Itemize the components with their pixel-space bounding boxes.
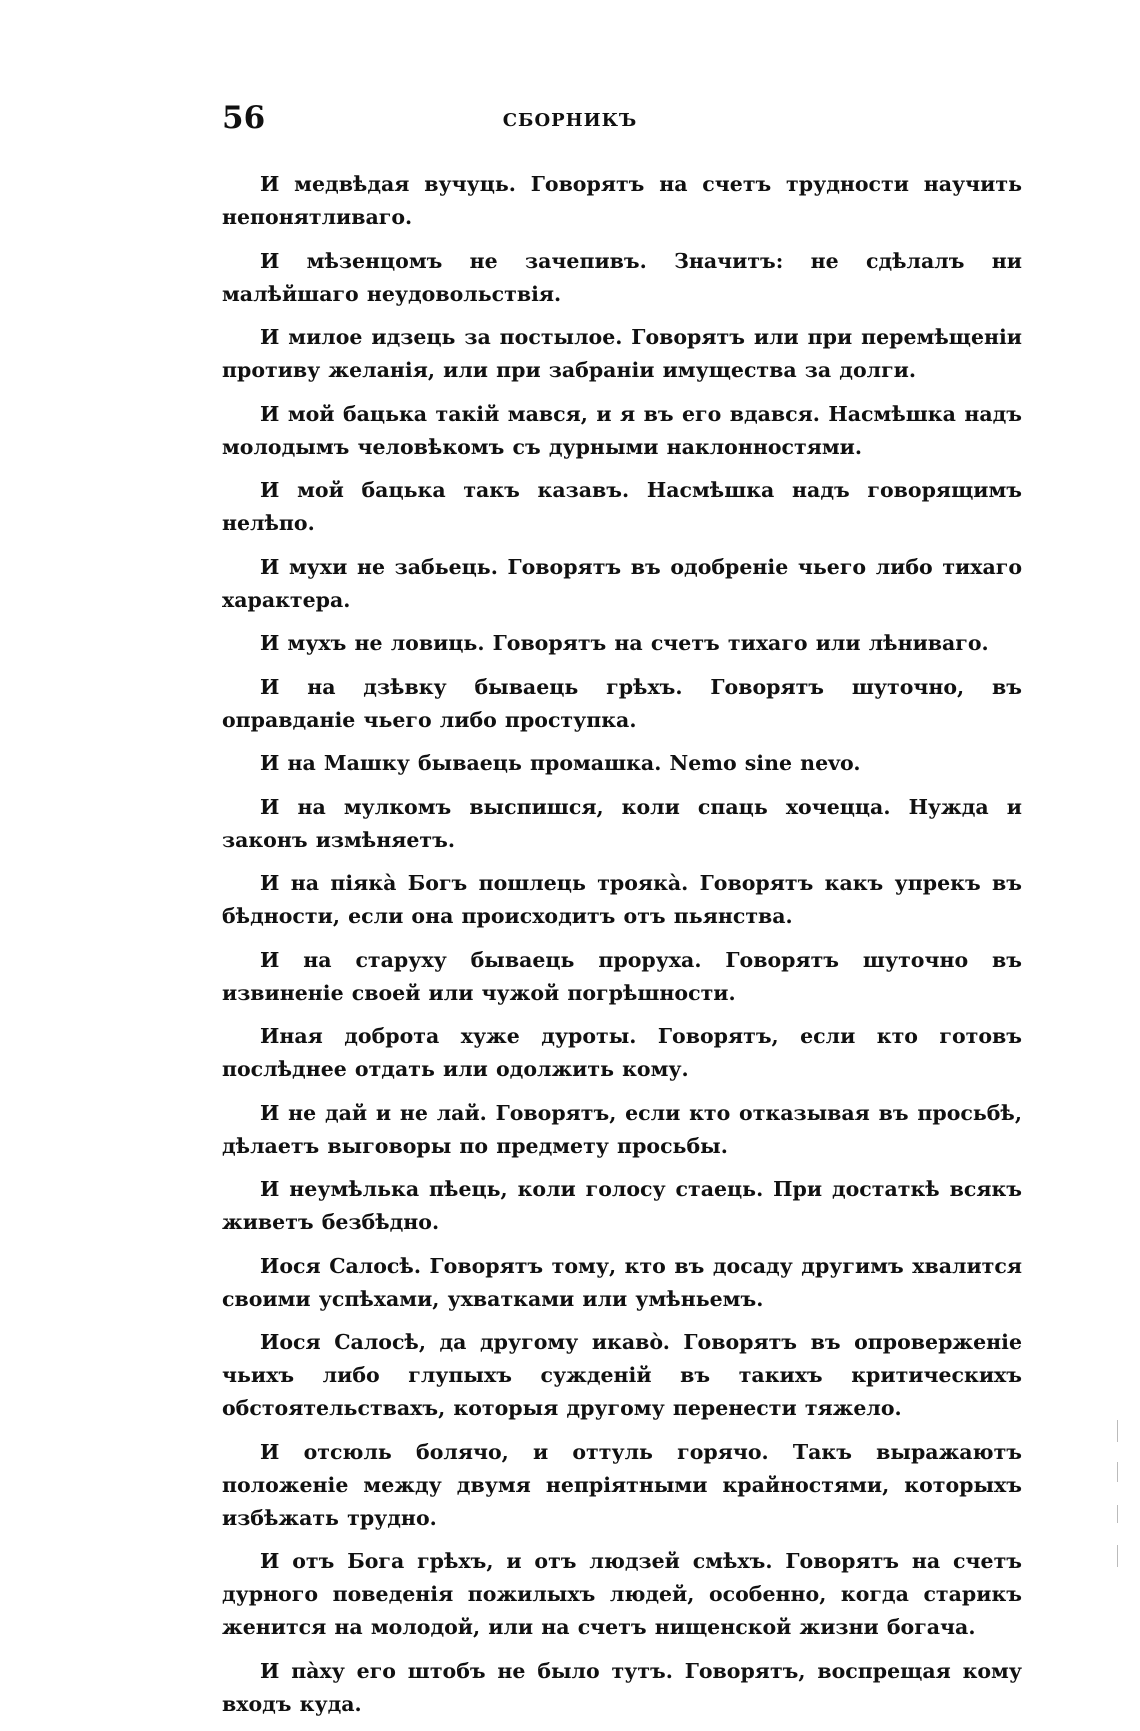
proverb-entry: И на старуху бываець проруха. Говорятъ шуточно въ извиненіе своей или чужой погрѣшности. xyxy=(222,947,1022,1005)
proverb-entry: И на Машку бываець промашка. Nemo sine nevo. xyxy=(260,751,861,775)
proverb-entry: И мой бацька такій мався, и я въ его вдався. Насмѣшка надъ молодымъ человѣкомъ съ дурными наклонностями. xyxy=(222,401,1022,459)
proverb-entry: И мой бацька такъ казавъ. Насмѣшка надъ говорящимъ нелѣпо. xyxy=(222,478,1022,535)
scan-artifact-line xyxy=(1117,1505,1118,1523)
proverb-entry: И отъ Бога грѣхъ, и отъ людзей смѣхъ. Говорятъ на счетъ дурного поведенія пожилыхъ людей, особенно, когда старикъ женится на молодой, или на счетъ нищенской жизни богача. xyxy=(222,1549,1022,1639)
proverb-entry: И пàху его штобъ не было тутъ. Говорятъ, воспрещая кому входъ куда. xyxy=(222,1658,1022,1716)
proverb-entry: И не дай и не лай. Говорятъ, если кто отказывая въ просьбѣ, дѣлаетъ выговоры по предмету просьбы. xyxy=(222,1100,1022,1158)
proverb-entry: И мухи не забьець. Говорятъ въ одобреніе чьего либо тихаго характера. xyxy=(222,554,1022,612)
page-header: СБОРНИКЪ xyxy=(502,110,638,131)
page-number: 56 xyxy=(222,100,266,136)
scan-artifact-line xyxy=(1117,1420,1118,1442)
proverb-entry: И милое идзець за постылое. Говорятъ или при перемѣщеніи противу желанія, или при забраніи имущества за долги. xyxy=(222,325,1022,382)
proverb-entry: И медвѣдая вучуць. Говорятъ на счетъ трудности научить непонятливаго. xyxy=(222,172,1022,229)
proverb-entry: И на піякà Богъ пошлець троякà. Говорятъ какъ упрекъ въ бѣдности, если она происходитъ отъ пьянства. xyxy=(222,871,1022,928)
proverb-entry: И отсюль болячо, и оттуль горячо. Такъ выражаютъ положеніе между двумя непріятными крайностями, которыхъ избѣжать трудно. xyxy=(222,1439,1022,1530)
proverb-entry: Иося Салосѣ, да другому икавò. Говорятъ въ опроверженіе чьихъ либо глупыхъ сужденій въ такихъ критическихъ обстоятельствахъ, которыя другому перенести тяжело. xyxy=(222,1330,1022,1420)
scan-artifact-line xyxy=(1117,1545,1118,1567)
proverb-entry: И мухъ не ловиць. Говорятъ на счетъ тихаго или лѣниваго. xyxy=(260,631,989,655)
proverb-entry: Иная доброта хуже дуроты. Говорятъ, если кто готовъ послѣднее отдать или одолжить кому. xyxy=(222,1024,1022,1081)
proverb-entry: И на мулкомъ выспишся, коли спаць хочецца. Нужда и законъ измѣняетъ. xyxy=(222,794,1022,852)
proverb-list xyxy=(222,168,1022,1731)
scan-artifact-line xyxy=(1117,1462,1118,1482)
proverb-entry: И неумѣлька пѣець, коли голосу стаець. При достаткѣ всякъ живетъ безбѣдно. xyxy=(222,1177,1022,1234)
proverb-entry: И мѣзенцомъ не зачепивъ. Значитъ: не сдѣлалъ ни малѣйшаго неудовольствія. xyxy=(222,248,1022,306)
proverb-entry: Иося Салосѣ. Говорятъ тому, кто въ досаду другимъ хвалится своими успѣхами, ухватками или умѣньемъ. xyxy=(222,1253,1022,1311)
proverb-entry: И на дзѣвку бываець грѣхъ. Говорятъ шуточно, въ оправданіе чьего либо проступка. xyxy=(222,674,1022,732)
